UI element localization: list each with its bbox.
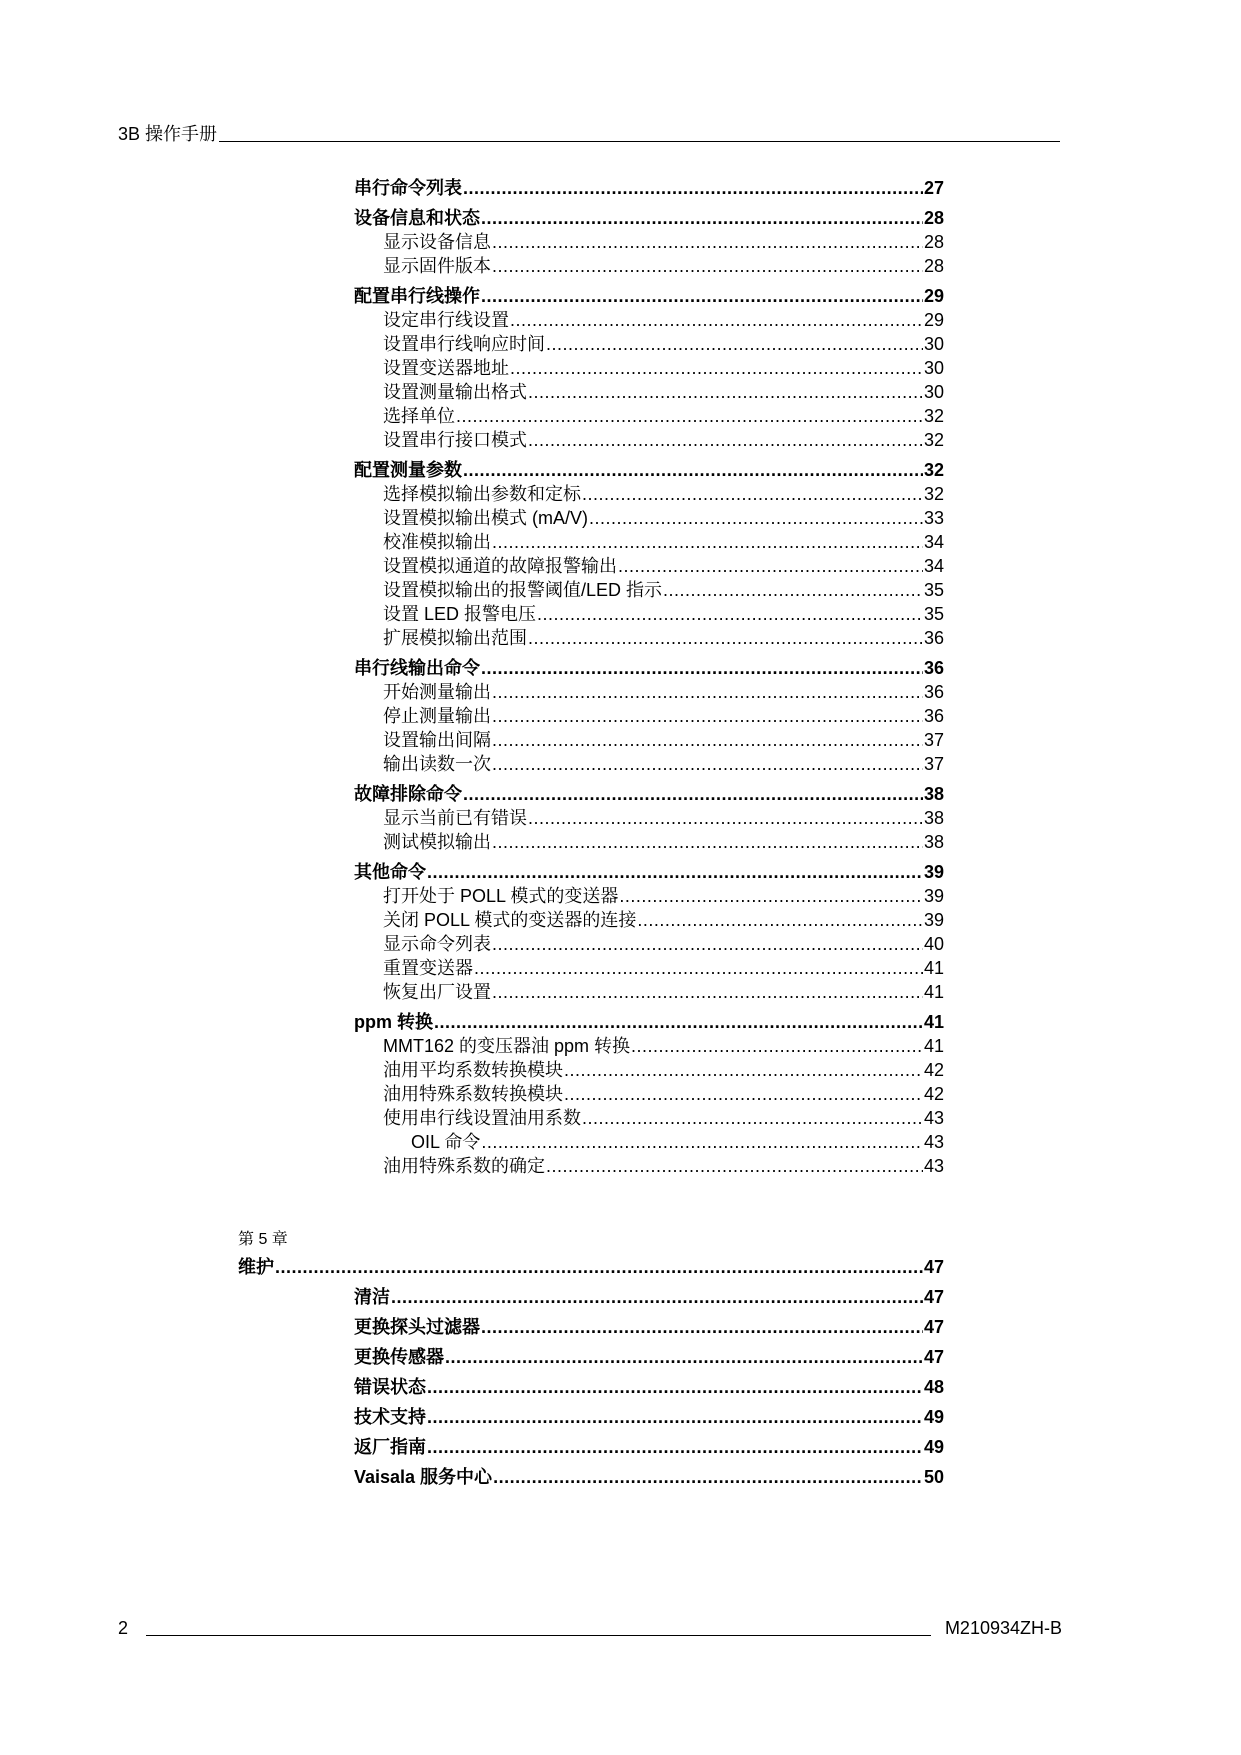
toc-entry[interactable] — [354, 1345, 944, 1369]
dot-leader — [528, 380, 923, 404]
toc-entry-page: 43 — [923, 1156, 944, 1176]
toc-entry-title: 关闭 POLL 模式的变送器的连接 — [383, 910, 637, 930]
toc-entry-title: 配置测量参数 — [354, 460, 462, 480]
toc-entry[interactable] — [238, 1255, 944, 1279]
toc-entry[interactable] — [383, 680, 944, 704]
toc-entry-page: 32 — [923, 460, 944, 480]
toc-entry[interactable] — [354, 1435, 944, 1459]
toc-entry-page: 50 — [923, 1467, 944, 1487]
toc-entry-title: 设置串行线响应时间 — [383, 334, 545, 354]
dot-leader — [481, 284, 923, 308]
toc-entry-page: 34 — [923, 532, 944, 552]
dot-leader — [427, 1405, 923, 1429]
dot-leader — [546, 1154, 923, 1178]
toc-entry-page: 36 — [923, 658, 944, 678]
dot-leader — [492, 254, 923, 278]
toc-entry-title: 设置 LED 报警电压 — [383, 604, 537, 624]
toc-entry-title: 更换传感器 — [354, 1347, 444, 1367]
toc-entry-title: 设备信息和状态 — [354, 208, 480, 228]
toc-entry[interactable] — [383, 1106, 944, 1130]
toc-entry-page: 41 — [923, 1012, 944, 1032]
toc-entry-page: 37 — [923, 730, 944, 750]
document-code: M210934ZH-B — [944, 1618, 1062, 1638]
dot-leader — [492, 980, 923, 1004]
toc-entry-page: 43 — [923, 1108, 944, 1128]
dot-leader — [492, 230, 923, 254]
toc-entry[interactable] — [383, 554, 944, 578]
manual-title: 3B 操作手册 — [118, 124, 218, 144]
page-footer — [118, 1614, 1062, 1638]
dot-leader — [564, 1058, 923, 1082]
toc-entry-page: 47 — [923, 1317, 944, 1337]
dot-leader — [463, 782, 923, 806]
toc-entry-page: 37 — [923, 754, 944, 774]
toc-entry-page: 41 — [923, 958, 944, 978]
toc-entry[interactable] — [383, 980, 944, 1004]
toc-entry-title: 显示设备信息 — [383, 232, 491, 252]
toc-entry[interactable] — [354, 656, 944, 680]
dot-leader — [481, 1130, 923, 1154]
toc-entry-page: 32 — [923, 406, 944, 426]
toc-entry-page: 36 — [923, 706, 944, 726]
toc-entry-title: 选择单位 — [383, 406, 455, 426]
dot-leader — [564, 1082, 923, 1106]
toc-entry-title: 油用特殊系数转换模块 — [383, 1084, 563, 1104]
dot-leader — [492, 932, 923, 956]
toc-entry-page: 42 — [923, 1060, 944, 1080]
toc-entry[interactable] — [354, 1465, 944, 1489]
dot-leader — [510, 356, 923, 380]
toc-entry-page: 40 — [923, 934, 944, 954]
toc-entry-page: 29 — [923, 310, 944, 330]
toc-entry-page: 42 — [923, 1084, 944, 1104]
toc-entry-title: 串行线输出命令 — [354, 658, 480, 678]
toc-entry-page: 36 — [923, 628, 944, 648]
toc-entry[interactable] — [383, 602, 944, 626]
toc-entry-page: 38 — [923, 784, 944, 804]
dot-leader — [510, 308, 923, 332]
dot-leader — [637, 908, 923, 932]
toc-entry-page: 38 — [923, 832, 944, 852]
toc-entry-page: 49 — [923, 1407, 944, 1427]
dot-leader — [589, 506, 923, 530]
toc-entry-title: 油用平均系数转换模块 — [383, 1060, 563, 1080]
dot-leader — [445, 1345, 923, 1369]
toc-entry-title: 扩展模拟输出范围 — [383, 628, 527, 648]
toc-entry-title: 测试模拟输出 — [383, 832, 491, 852]
toc-entry[interactable] — [383, 932, 944, 956]
toc-entry-page: 34 — [923, 556, 944, 576]
toc-entry-page: 48 — [923, 1377, 944, 1397]
dot-leader — [492, 530, 923, 554]
toc-entry-page: 32 — [923, 430, 944, 450]
toc-entry-title: OIL 命令 — [411, 1132, 481, 1152]
toc-entry[interactable] — [354, 458, 944, 482]
toc-entry-title: 校准模拟输出 — [383, 532, 491, 552]
toc-entry[interactable] — [354, 1285, 944, 1309]
dot-leader — [481, 206, 923, 230]
dot-leader — [663, 578, 923, 602]
toc-entry-title: 设置模拟输出模式 (mA/V) — [383, 508, 588, 528]
toc-entry-page: 36 — [923, 682, 944, 702]
toc-entry-title: 使用串行线设置油用系数 — [383, 1108, 581, 1128]
page-header — [118, 120, 1060, 144]
toc-entry-title: 配置串行线操作 — [354, 286, 480, 306]
toc-entry[interactable] — [383, 404, 944, 428]
toc-entry-title: 恢复出厂设置 — [383, 982, 491, 1002]
dot-leader — [481, 1315, 923, 1339]
toc-entry-title: 油用特殊系数的确定 — [383, 1156, 545, 1176]
dot-leader — [528, 428, 923, 452]
toc-entry[interactable] — [383, 254, 944, 278]
toc-entry-title: 设置串行接口模式 — [383, 430, 527, 450]
toc-entry-page: 28 — [923, 232, 944, 252]
toc-entry-title: 串行命令列表 — [354, 178, 462, 198]
toc-entry[interactable] — [354, 1375, 944, 1399]
dot-leader — [537, 602, 923, 626]
toc-entry-title: 设置测量输出格式 — [383, 382, 527, 402]
toc-entry-page: 49 — [923, 1437, 944, 1457]
toc-entry-title: 技术支持 — [354, 1407, 426, 1427]
toc-entry-page: 27 — [923, 178, 944, 198]
toc-entry-page: 30 — [923, 334, 944, 354]
toc-entry-title: 显示当前已有错误 — [383, 808, 527, 828]
dot-leader — [481, 656, 923, 680]
toc-entry-title: 开始测量输出 — [383, 682, 491, 702]
toc-entry[interactable] — [383, 530, 944, 554]
toc-entry-title: 返厂指南 — [354, 1437, 426, 1457]
toc-entry[interactable] — [354, 176, 944, 200]
toc-entry[interactable] — [383, 506, 944, 530]
toc-entry[interactable] — [354, 284, 944, 308]
dot-leader — [427, 1435, 923, 1459]
toc-entry[interactable] — [383, 956, 944, 980]
toc-entry[interactable] — [354, 1405, 944, 1429]
toc-entry-page: 32 — [923, 484, 944, 504]
dot-leader — [493, 1465, 923, 1489]
toc-entry-title: 选择模拟输出参数和定标 — [383, 484, 581, 504]
toc-entry-title: 打开处于 POLL 模式的变送器 — [383, 886, 619, 906]
toc-entry-title: 错误状态 — [354, 1377, 426, 1397]
dot-leader — [618, 554, 923, 578]
dot-leader — [434, 1010, 923, 1034]
toc-entry[interactable] — [383, 380, 944, 404]
toc-entry[interactable] — [354, 206, 944, 230]
toc-entry-title: 其他命令 — [354, 862, 426, 882]
toc-entry-page: 29 — [923, 286, 944, 306]
toc-entry[interactable] — [383, 1082, 944, 1106]
toc-entry-title: 更换探头过滤器 — [354, 1317, 480, 1337]
toc-entry-title: 显示命令列表 — [383, 934, 491, 954]
toc-entry-page: 35 — [923, 604, 944, 624]
toc-entry[interactable] — [383, 332, 944, 356]
toc-entry[interactable] — [354, 782, 944, 806]
toc-entry[interactable] — [383, 308, 944, 332]
toc-entry-title: 设置变送器地址 — [383, 358, 509, 378]
toc-entry-title: 重置变送器 — [383, 958, 473, 978]
toc-entry-page: 30 — [923, 382, 944, 402]
dot-leader — [492, 752, 923, 776]
toc-entry[interactable] — [383, 884, 944, 908]
toc-entry-page: 39 — [923, 910, 944, 930]
toc-entry[interactable] — [383, 830, 944, 854]
toc-entry-page: 41 — [923, 1036, 944, 1056]
toc-entry[interactable] — [383, 1154, 944, 1178]
toc-entry[interactable] — [383, 806, 944, 830]
footer-rule — [146, 1635, 931, 1636]
toc-entry-page: 28 — [923, 208, 944, 228]
toc-entry-page: 47 — [923, 1347, 944, 1367]
toc-entry-title: 显示固件版本 — [383, 256, 491, 276]
toc-entry[interactable] — [354, 1315, 944, 1339]
toc-entry-page: 28 — [923, 256, 944, 276]
dot-leader — [474, 956, 923, 980]
toc-entry-title: 维护 — [238, 1257, 274, 1277]
dot-leader — [275, 1255, 923, 1279]
toc-entry-title: 清洁 — [354, 1287, 390, 1307]
dot-leader — [463, 458, 923, 482]
toc-entry[interactable] — [383, 704, 944, 728]
toc-entry-page: 39 — [923, 862, 944, 882]
toc-entry-title: MMT162 的变压器油 ppm 转换 — [383, 1036, 631, 1056]
toc-entry[interactable] — [383, 230, 944, 254]
toc-entry[interactable] — [383, 1034, 944, 1058]
toc-entry[interactable] — [383, 482, 944, 506]
toc-entry[interactable] — [383, 428, 944, 452]
dot-leader — [492, 680, 923, 704]
dot-leader — [391, 1285, 923, 1309]
toc-entry[interactable] — [383, 356, 944, 380]
toc-entry-page: 47 — [923, 1257, 944, 1277]
toc-entry-page: 47 — [923, 1287, 944, 1307]
toc-entry[interactable] — [383, 728, 944, 752]
toc-entry[interactable] — [383, 578, 944, 602]
toc-entry-page: 35 — [923, 580, 944, 600]
toc-entry[interactable] — [383, 752, 944, 776]
toc-entry-title: 设置输出间隔 — [383, 730, 491, 750]
toc-entry-page: 38 — [923, 808, 944, 828]
toc-entry-page: 39 — [923, 886, 944, 906]
dot-leader — [582, 482, 923, 506]
dot-leader — [528, 806, 923, 830]
dot-leader — [456, 404, 923, 428]
toc-entry-page: 41 — [923, 982, 944, 1002]
dot-leader — [463, 176, 923, 200]
dot-leader — [619, 884, 923, 908]
toc-entry-page: 30 — [923, 358, 944, 378]
page-number: 2 — [118, 1618, 129, 1638]
dot-leader — [492, 728, 923, 752]
dot-leader — [492, 830, 923, 854]
toc-entry-title: 设定串行线设置 — [383, 310, 509, 330]
toc-entry-page: 43 — [923, 1132, 944, 1152]
toc-entry-title: 设置模拟通道的故障报警输出 — [383, 556, 617, 576]
dot-leader — [427, 860, 923, 884]
toc-entry[interactable] — [383, 908, 944, 932]
toc-entry-title: ppm 转换 — [354, 1012, 433, 1032]
toc-entry[interactable] — [354, 860, 944, 884]
dot-leader — [631, 1034, 923, 1058]
dot-leader — [427, 1375, 923, 1399]
toc-entry-title: 停止测量输出 — [383, 706, 491, 726]
toc-entry-title: Vaisala 服务中心 — [354, 1467, 493, 1487]
chapter-label: 第 5 章 — [238, 1231, 288, 1248]
toc-entry-page: 33 — [923, 508, 944, 528]
toc-entry[interactable] — [354, 1010, 944, 1034]
header-rule — [219, 141, 1060, 142]
dot-leader — [582, 1106, 923, 1130]
dot-leader — [546, 332, 923, 356]
toc-entry-title: 故障排除命令 — [354, 784, 462, 804]
toc-entry[interactable] — [411, 1130, 944, 1154]
toc-entry[interactable] — [383, 1058, 944, 1082]
dot-leader — [528, 626, 923, 650]
toc-entry-title: 设置模拟输出的报警阈值/LED 指示 — [383, 580, 663, 600]
dot-leader — [492, 704, 923, 728]
toc-entry-title: 输出读数一次 — [383, 754, 491, 774]
toc-entry[interactable] — [383, 626, 944, 650]
